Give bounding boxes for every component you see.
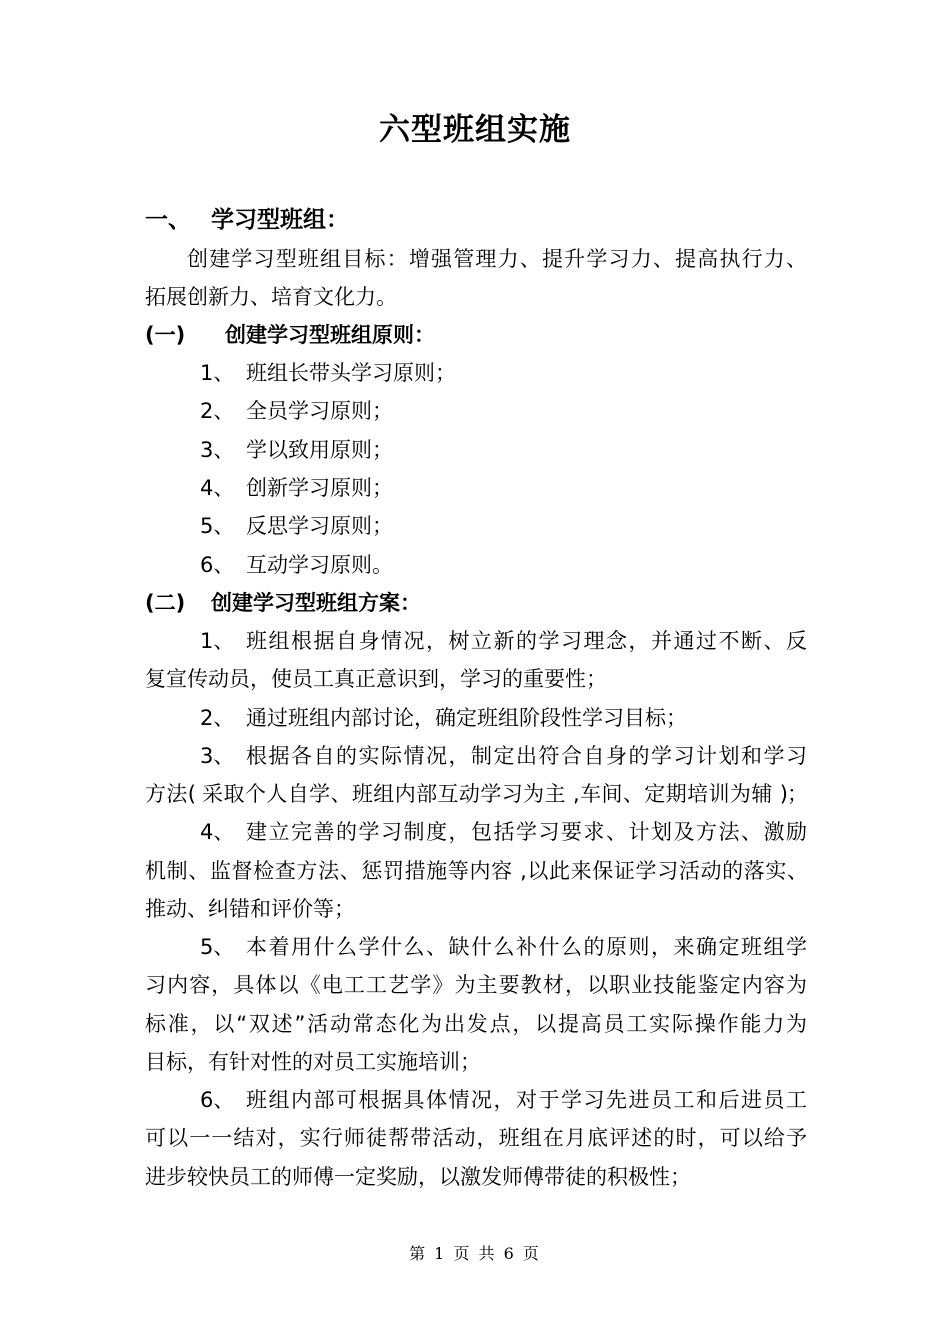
list-item [200,474,393,502]
paragraph-text: 根据各自的实际情况，制定出符合自身的学习计划和学习 [246,744,807,768]
list-item [200,512,393,540]
paragraph-text: 班组内部可根据具体情况，对于学习先进员工和后进员工 [246,1088,807,1112]
paragraph-line: 标准，以“双述”活动常态化为出发点，以提高员工实际操作能力为 [145,1012,807,1036]
subsection-heading [145,589,421,617]
subsection-number: (二) [145,591,186,615]
list-item [200,397,393,425]
paragraph-number: 6、 [200,1088,235,1112]
paragraph-text: 通过班组内部讨论，确定班组阶段性学习目标； [246,706,687,730]
paragraph-number: 3、 [200,744,235,768]
page-title: 六型班组实施 [379,112,571,148]
list-item-text: 反思学习原则； [246,514,393,538]
paragraph-line: 目标，有针对性的对员工实施培训； [145,1050,481,1074]
paragraph-number: 1、 [200,629,235,653]
paragraph-line: 复宣传动员，使员工真正意识到，学习的重要性； [145,667,607,691]
paragraph-text: 本着用什么学什么、缺什么补什么的原则，来确定班组学 [246,935,807,959]
list-item-text: 班组长带头学习原则； [246,361,456,385]
paragraph-number: 2、 [200,706,235,730]
list-item-number: 4、 [200,476,235,500]
subsection-title: 创建学习型班组原则： [225,323,435,347]
paragraph-line: 推动、纠错和评价等； [145,897,355,921]
list-item [200,436,393,464]
paragraph-number: 5、 [200,935,235,959]
paragraph-line [200,933,807,961]
list-item-number: 3、 [200,438,235,462]
list-item-text: 学以致用原则； [246,438,393,462]
subsection-number: (一) [145,323,186,347]
section-number: 一、 [145,207,191,233]
paragraph-line [200,704,687,732]
section-title: 学习型班组： [211,207,349,233]
list-item [200,359,456,387]
list-item [200,551,393,579]
list-item-number: 1、 [200,361,235,385]
list-item-text: 全员学习原则； [246,399,393,423]
paragraph-line [200,627,807,655]
paragraph-text: 建立完善的学习制度，包括学习要求、计划及方法、激励 [246,820,807,844]
list-item-text: 创新学习原则； [246,476,393,500]
paragraph-line: 方法( 采取个人自学、班组内部互动学习为主 ,车间、定期培训为辅 )； [145,782,807,806]
list-item-number: 5、 [200,514,235,538]
paragraph-line [200,818,807,846]
list-item-text: 互动学习原则。 [246,553,393,577]
intro-line: 创建学习型班组目标：增强管理力、提升学习力、提高执行力、 [187,247,807,271]
intro-line: 拓展创新力、培育文化力。 [145,285,397,309]
paragraph-line: 习内容，具体以《电工工艺学》为主要教材，以职业技能鉴定内容为 [145,973,807,997]
paragraph-line [200,1086,807,1114]
paragraph-line: 机制、监督检查方法、惩罚措施等内容 ,以此来保证学习活动的落实、 [145,859,807,883]
paragraph-number: 4、 [200,820,235,844]
paragraph-line [200,742,807,770]
paragraph-line: 可以一一结对，实行师徒帮带活动，班组在月底评述的时，可以给予 [145,1126,807,1150]
list-item-number: 2、 [200,399,235,423]
subsection-title: 创建学习型班组方案： [211,591,421,615]
page-footer: 第 1 页 共 6 页 [409,1244,541,1263]
subsection-heading [145,321,435,349]
paragraph-text: 班组根据自身情况，树立新的学习理念，并通过不断、反 [246,629,807,653]
list-item-number: 6、 [200,553,235,577]
paragraph-line: 进步较快员工的师傅一定奖励，以激发师傅带徒的积极性； [145,1165,691,1189]
section-heading [145,206,349,234]
